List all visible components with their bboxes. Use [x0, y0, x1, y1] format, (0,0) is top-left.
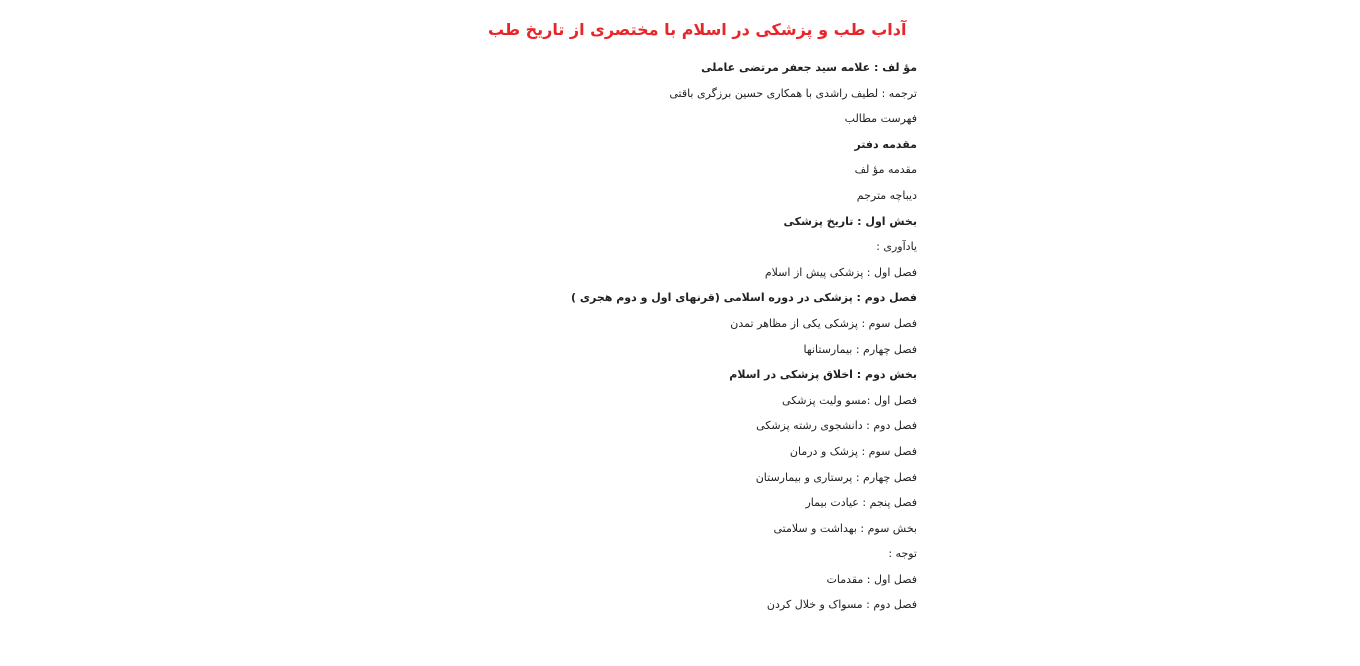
document-body: [460, 18, 917, 618]
toc-item[interactable]: فصل دوم : پزشکی در دوره اسلامی (قرنهای اول و دوم هجری ): [571, 291, 917, 305]
author-line: مؤ لف : علامه سید جعفر مرتضی عاملی: [701, 61, 917, 74]
toc-item[interactable]: دیباچه مترجم: [856, 188, 917, 202]
toc-item[interactable]: فصل سوم : پزشک و درمان: [789, 444, 917, 458]
toc-item[interactable]: فصل اول : پزشکی پیش از اسلام: [764, 265, 917, 279]
toc-item[interactable]: فصل چهارم : بیمارستانها: [803, 342, 917, 356]
toc-item[interactable]: یادآوری :: [876, 240, 917, 254]
toc-item[interactable]: فصل پنجم : عیادت بیمار: [805, 496, 917, 510]
toc-item[interactable]: فصل اول : مقدمات: [826, 572, 917, 586]
toc-item[interactable]: بخش دوم : اخلاق پزشکی در اسلام: [729, 368, 917, 382]
document-title: آداب طب و پزشکی در اسلام با مختصری از تاریخ طب: [488, 20, 907, 39]
toc-item[interactable]: فصل چهارم : پرستاری و بیمارستان: [755, 470, 917, 484]
toc-item[interactable]: بخش سوم : بهداشت و سلامتی: [773, 521, 917, 535]
translator-line: ترجمه : لطیف راشدی با همکاری حسین برزگری باقتی: [669, 86, 917, 100]
toc-item[interactable]: مقدمه دفتر: [854, 137, 917, 151]
toc-item[interactable]: مقدمه مؤ لف: [854, 163, 917, 177]
toc-item[interactable]: فصل سوم : پزشکی یکی از مظاهر تمدن: [730, 316, 917, 330]
toc-item[interactable]: بخش اول : تاریخ پزشکی: [783, 214, 917, 228]
toc-heading: فهرست مطالب: [844, 112, 917, 126]
table-of-contents: [460, 132, 917, 618]
toc-item[interactable]: فصل دوم : دانشجوی رشته پزشکی: [756, 419, 917, 433]
toc-item[interactable]: توجه :: [888, 547, 917, 561]
toc-item[interactable]: فصل اول :مسو ولیت پزشکی: [782, 393, 917, 407]
toc-item[interactable]: فصل دوم : مسواک و خلال کردن: [766, 598, 917, 612]
